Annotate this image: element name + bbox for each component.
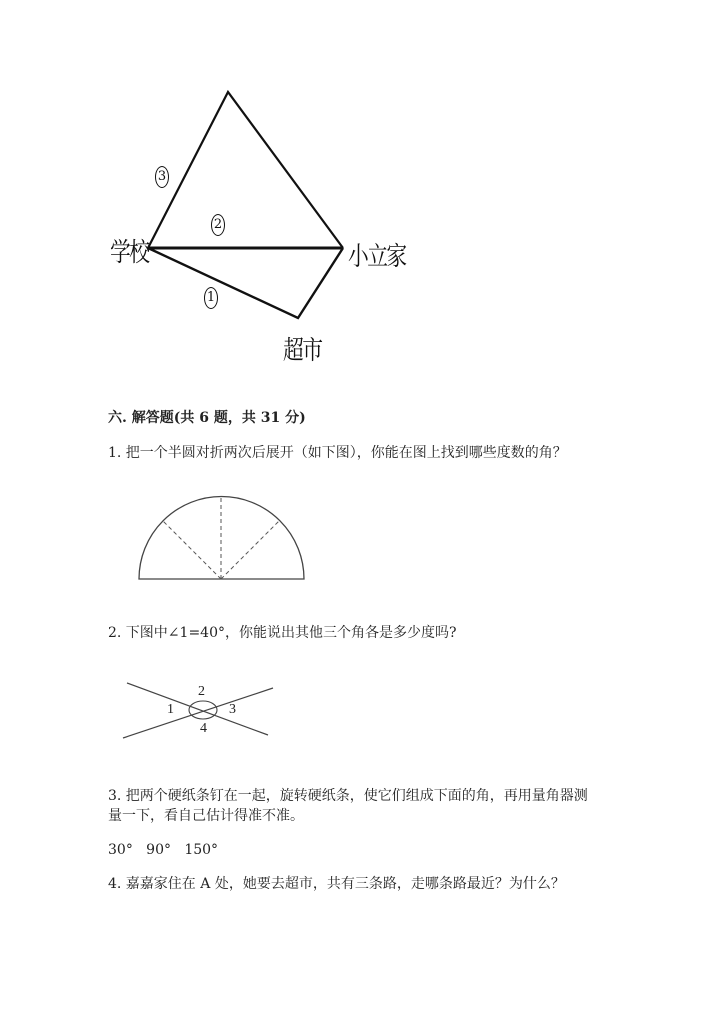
route-2-number: 2 xyxy=(213,217,223,232)
question-4-text: 4. 嘉嘉家住在 A 处，她要去超市，共有三条路，走哪条路最近？为什么？ xyxy=(108,876,565,892)
question-3-angles: 30° 90° 150° xyxy=(108,842,219,858)
school-label: 学校 xyxy=(110,238,149,268)
angle-arc xyxy=(189,701,217,719)
question-1-text: 1. 把一个半圆对折两次后展开（如下图），你能在图上找到哪些度数的角？ xyxy=(108,445,567,461)
home-label: 小立家 xyxy=(348,242,406,272)
route-1-number: 1 xyxy=(206,290,216,305)
route-3-number: 3 xyxy=(157,169,167,184)
angle-label-4: 4 xyxy=(200,721,207,736)
question-2-text: 2. 下图中∠1=40°，你能说出其他三个角各是多少度吗? xyxy=(108,625,457,641)
angle-label-3: 3 xyxy=(229,702,236,717)
supermarket-label: 超市 xyxy=(283,336,322,366)
angle-label-2: 2 xyxy=(198,684,205,699)
question-3-line1: 3. 把两个硬纸条钉在一起，旋转硬纸条，使它们组成下面的角，再用量角器测 xyxy=(108,788,588,804)
angle-label-1: 1 xyxy=(167,702,174,717)
section-heading: 六. 解答题(共 6 题，共 31 分) xyxy=(108,410,306,426)
question-3-line2: 量一下，看自己估计得准不准。 xyxy=(108,808,304,824)
